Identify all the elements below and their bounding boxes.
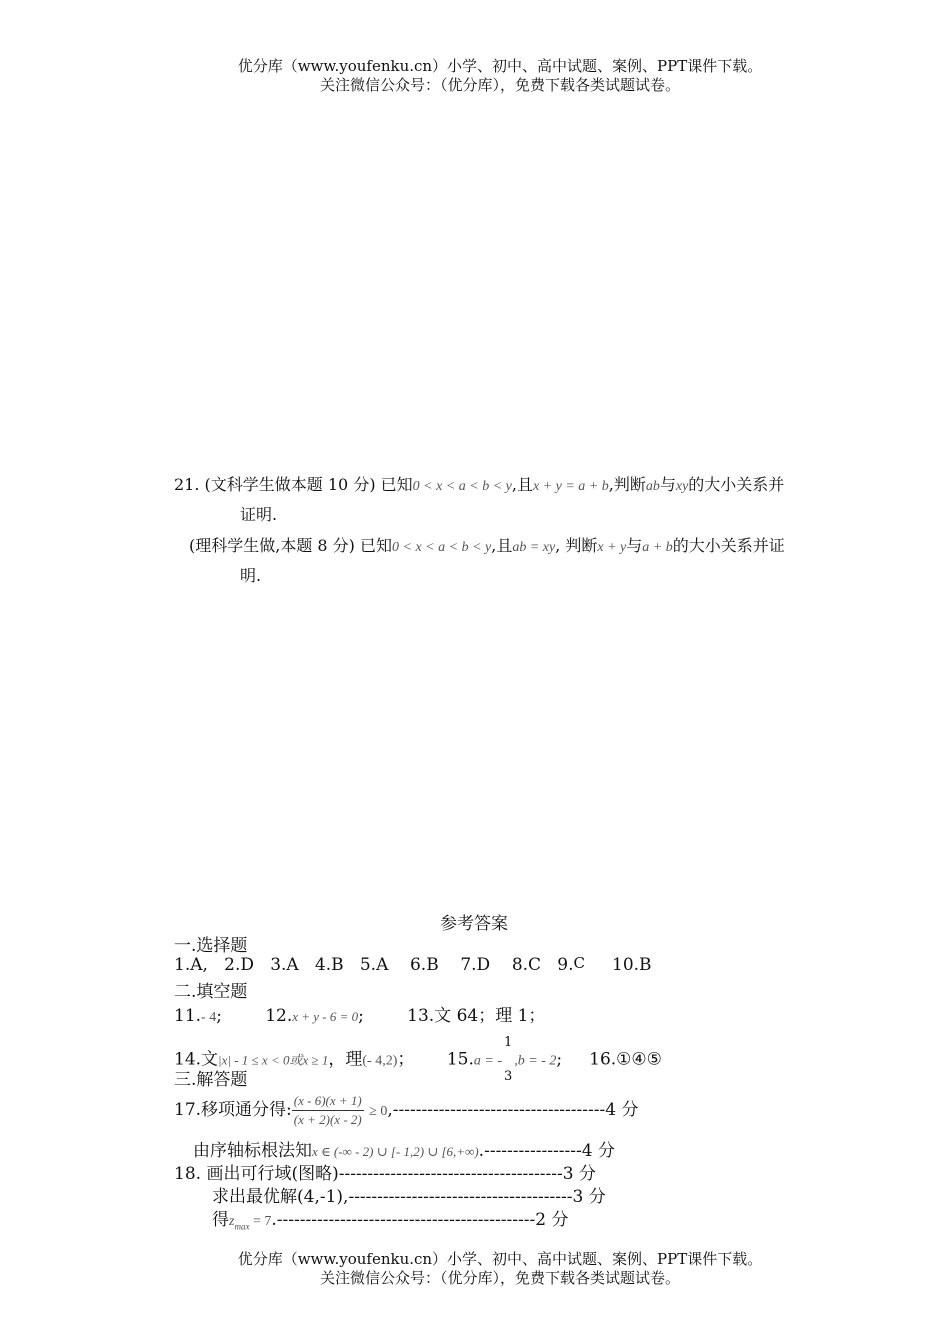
answer-18-line1: 18. 画出可行域(图略)---------------------------------------3 分 bbox=[174, 1164, 596, 1184]
header-line-1: 优分库（www.youfenku.cn）小学、初中、高中试题、案例、PPT课件下载。 bbox=[237, 57, 763, 75]
question-21-wen-line2: 证明. bbox=[240, 505, 278, 524]
question-21-li: (理科学生做,本题 8 分) 已知0 < x < a < b < y,且ab = xy, 判断x + y与a + b的大小关系并证 bbox=[189, 536, 785, 555]
footer-line-1: 优分库（www.youfenku.cn）小学、初中、高中试题、案例、PPT课件下载。 bbox=[237, 1250, 763, 1268]
question-21-wen: 21. (文科学生做本题 10 分) 已知0 < x < a < b < y,且x + y = a + b,判断ab与xy的大小关系并 bbox=[174, 475, 785, 494]
header-line-2: 关注微信公众号：（优分库），免费下载各类试题试卷。 bbox=[319, 76, 680, 94]
answer-18-line3: 得$z_{max} = 7.---------------------------------------------2$ 分 bbox=[212, 1210, 569, 1232]
fill-answers-11-13: 11.- 4; 12.x + y - 6 = 0; 13.文 64；理 1； bbox=[174, 1006, 546, 1026]
answer-17-line2: 由序轴标根法知x ∈ (-∞ - 2) ∪ [- 1,2) ∪ [6,+∞).-----------------4 分 bbox=[193, 1141, 615, 1161]
section-solutions: 三.解答题 bbox=[174, 1070, 248, 1090]
section-choice: 一.选择题 bbox=[174, 936, 248, 956]
fill-answers-14-16: 14.文|x| - 1 ≤ x < 0或x ≥ 1，理(- 4,2)； 15.a = - 1 3 ,b = - 2; 16.①④⑤ bbox=[174, 1026, 662, 1062]
answer-18-line2: 求出最优解(4,-1),---------------------------------------3 分 bbox=[212, 1187, 606, 1207]
footer-line-2: 关注微信公众号：（优分库），免费下载各类试题试卷。 bbox=[319, 1269, 680, 1287]
question-number: 21. bbox=[174, 475, 200, 494]
fraction-one-third: 1 3 bbox=[503, 1035, 513, 1084]
choice-answers: 1.A, 2.D 3.A 4.B 5.A 6.B 7.D 8.C 9.C 10.B bbox=[174, 954, 652, 975]
section-fill: 二.填空题 bbox=[174, 982, 248, 1002]
question-21-li-line2: 明. bbox=[240, 566, 262, 585]
answers-title: 参考答案 bbox=[440, 914, 508, 934]
fraction-17: $\frac{(x - 6)(x + 1)}{(x + 2)(x - 2)}$ bbox=[293, 1093, 362, 1127]
answer-17-line1: 17.移项通分得: $\frac{(x - 6)(x + 1)}{(x + 2)(x - 2)}$ ≥ 0,-------------------------------------4 分 bbox=[174, 1093, 639, 1127]
